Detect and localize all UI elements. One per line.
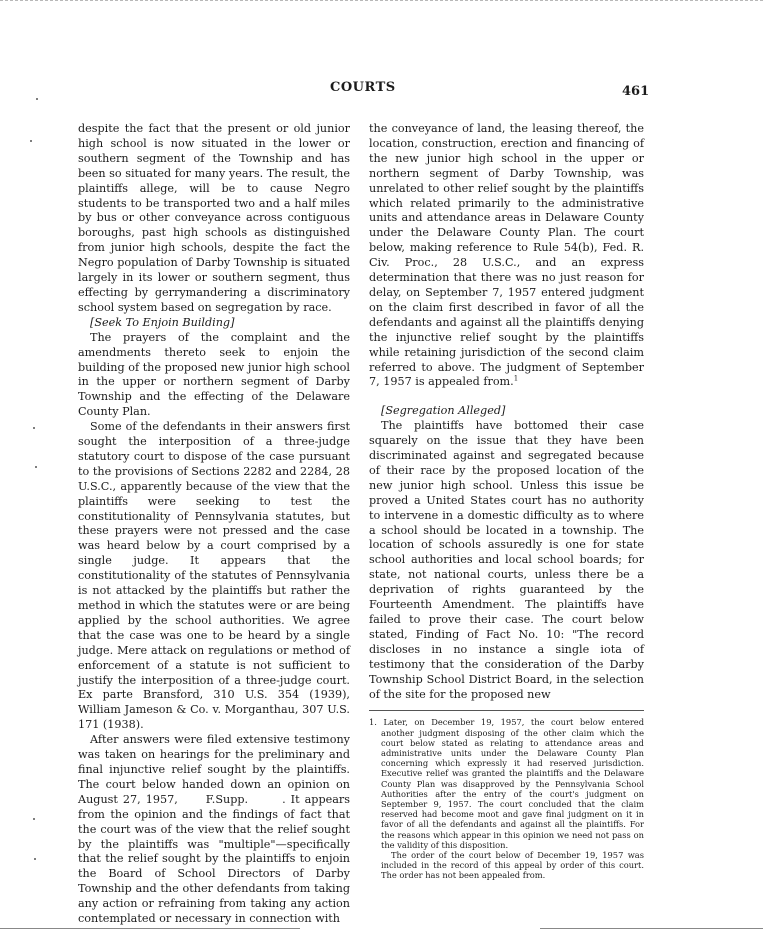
footnote-marker: 1 xyxy=(513,374,519,383)
paragraph: Some of the defendants in their answers first sought the interposition of a three-judge statutory court to dispose of the case pursuant to the provisions of Sections 2282 and 2284, 28 U.S.C., apparently because of the view that the plaintiffs were seeking to test the constitutionality of Pennsylvania statutes, but these prayers were not pressed and the case was heard below by a court comprised by a single judge. It appears that the constitutionality of the statutes of Pennsylvania is not attacked by the plaintiffs but rather the method in which the statutes were or are being applied by the school authorities. We agree that the case was one to be heard by a single judge. Mere attack on regulations or method of enforcement of a statute is not sufficient to justify the interposition of a three-judge court. Ex parte Bransford, 310 U.S. 354 (1939), William Jameson & Co. v. Morganthau, 307 U.S. 171 (1938). xyxy=(78,420,350,732)
section-heading: [Seek To Enjoin Building] xyxy=(90,315,235,329)
section-heading: [Segregation Alleged] xyxy=(381,404,506,418)
scan-edge-line xyxy=(0,928,300,929)
paragraph-text: the conveyance of land, the leasing thereof, the location, construction, erection and financing of the new junior high school in the upper or northern segment of Darby Township, was unrelated to other relief sought by the plaintiffs which related primarily to the administrative units and attendance areas in Delaware County under the Delaware County Plan. The court below, making reference to Rule 54(b), Fed. R. Civ. Proc., 28 U.S.C., and an express determination that there was no just reason for delay, on September 7, 1957 entered judgment on the claim first described in favor of all the defendants and against all the plaintiffs denying the injunctive relief sought by the plaintiffs while retaining jurisdiction of the second claim referred to above. The judgment of September 7, 1957 is appealed from. xyxy=(369,122,644,389)
citation-placeholder: F.Supp. xyxy=(205,792,249,806)
left-column xyxy=(78,122,350,927)
margin-speck xyxy=(30,140,32,142)
footnote xyxy=(369,717,644,880)
margin-speck xyxy=(36,98,38,100)
paragraph: The prayers of the complaint and the amendments thereto seek to enjoin the building of the proposed new junior high school in the upper or northern segment of Darby Township and the effecting of the Delaware County Plan. xyxy=(78,330,350,419)
paragraph xyxy=(78,733,350,927)
running-header: COURTS xyxy=(330,80,396,95)
page-number: 461 xyxy=(622,84,650,99)
paragraph: despite the fact that the present or old junior high school is now situated in the lower or southern segment of the Township and has been so situated for many years. The result, the plaintiffs allege, will be to cause Negro students to be transported two and a half miles by bus or other conveyance across contiguous boroughs, past high schools as distinguished from junior high schools, despite the fact the Negro population of Darby Township is situated largely in its lower or southern segment, thus effecting by gerrymandering a discriminatory school system based on segregation by race. xyxy=(78,122,350,314)
footnote-separator xyxy=(369,710,644,711)
margin-speck xyxy=(33,427,35,429)
scan-edge-line xyxy=(540,928,763,929)
footnote-body: Later, on December 19, 1957, the court below entered another judgment disposing of the other claim which the court below stated as relating to attendance areas and administrative units under the Delaware County Plan concerning which expressly it had reserved jurisdiction. Executive relief was granted the plaintiffs and the Delaware County Plan was disapproved by the Pennsylvania School Authorities after the entry of the court's judgment on September 9, 1957. The court concluded that the claim reserved had become moot and gave final judgment on it in favor of all the defendants and against all the plaintiffs. For the reasons which appear in this opinion we need not pass on the validity of this disposition. xyxy=(381,717,645,850)
footnote-number: 1. xyxy=(369,717,377,728)
paragraph xyxy=(369,122,644,390)
paragraph-text: After answers were filed extensive testimony was taken on hearings for the preliminary and final injunctive relief sought by the plaintiffs. The court below handed down an opinion on August 27, 1957, xyxy=(78,733,350,806)
margin-speck xyxy=(35,466,37,468)
margin-speck xyxy=(34,858,36,860)
right-column xyxy=(369,122,644,881)
margin-speck xyxy=(33,818,35,820)
paragraph-text: . It appears from the opinion and the findings of fact that the court was of the view that the relief sought by the plaintiffs was "multiple"—specifically that the relief sought by the plaintiffs to enjoin the Board of School Directors of Darby Township and the other defendants from taking any action or refraining from taking any action contemplated or necessary in connection with xyxy=(78,792,350,926)
paragraph: The plaintiffs have bottomed their case squarely on the issue that they have been discriminated against and segregated because of their race by the proposed location of the new junior high school. Unless this issue be proved a United States court has no authority to intervene in a domestic difficulty as to where a school should be located in a township. The location of schools assuredly is one for state school authorities and local school boards; for state, not national courts, unless there be a deprivation of rights guaranteed by the Fourteenth Amendment. The plaintiffs have failed to prove their case. The court below stated, Finding of Fact No. 10: "The record discloses in no instance a single iota of testimony that the consideration of the Darby Township School District Board, in the selection of the site for the proposed new xyxy=(369,419,644,701)
top-border xyxy=(0,0,763,7)
footnote-text: The order of the court below of December 19, 1957 was included in the record of this appeal by order of this court. The order has not been appealed from. xyxy=(381,850,644,881)
footnote-text xyxy=(369,717,644,850)
